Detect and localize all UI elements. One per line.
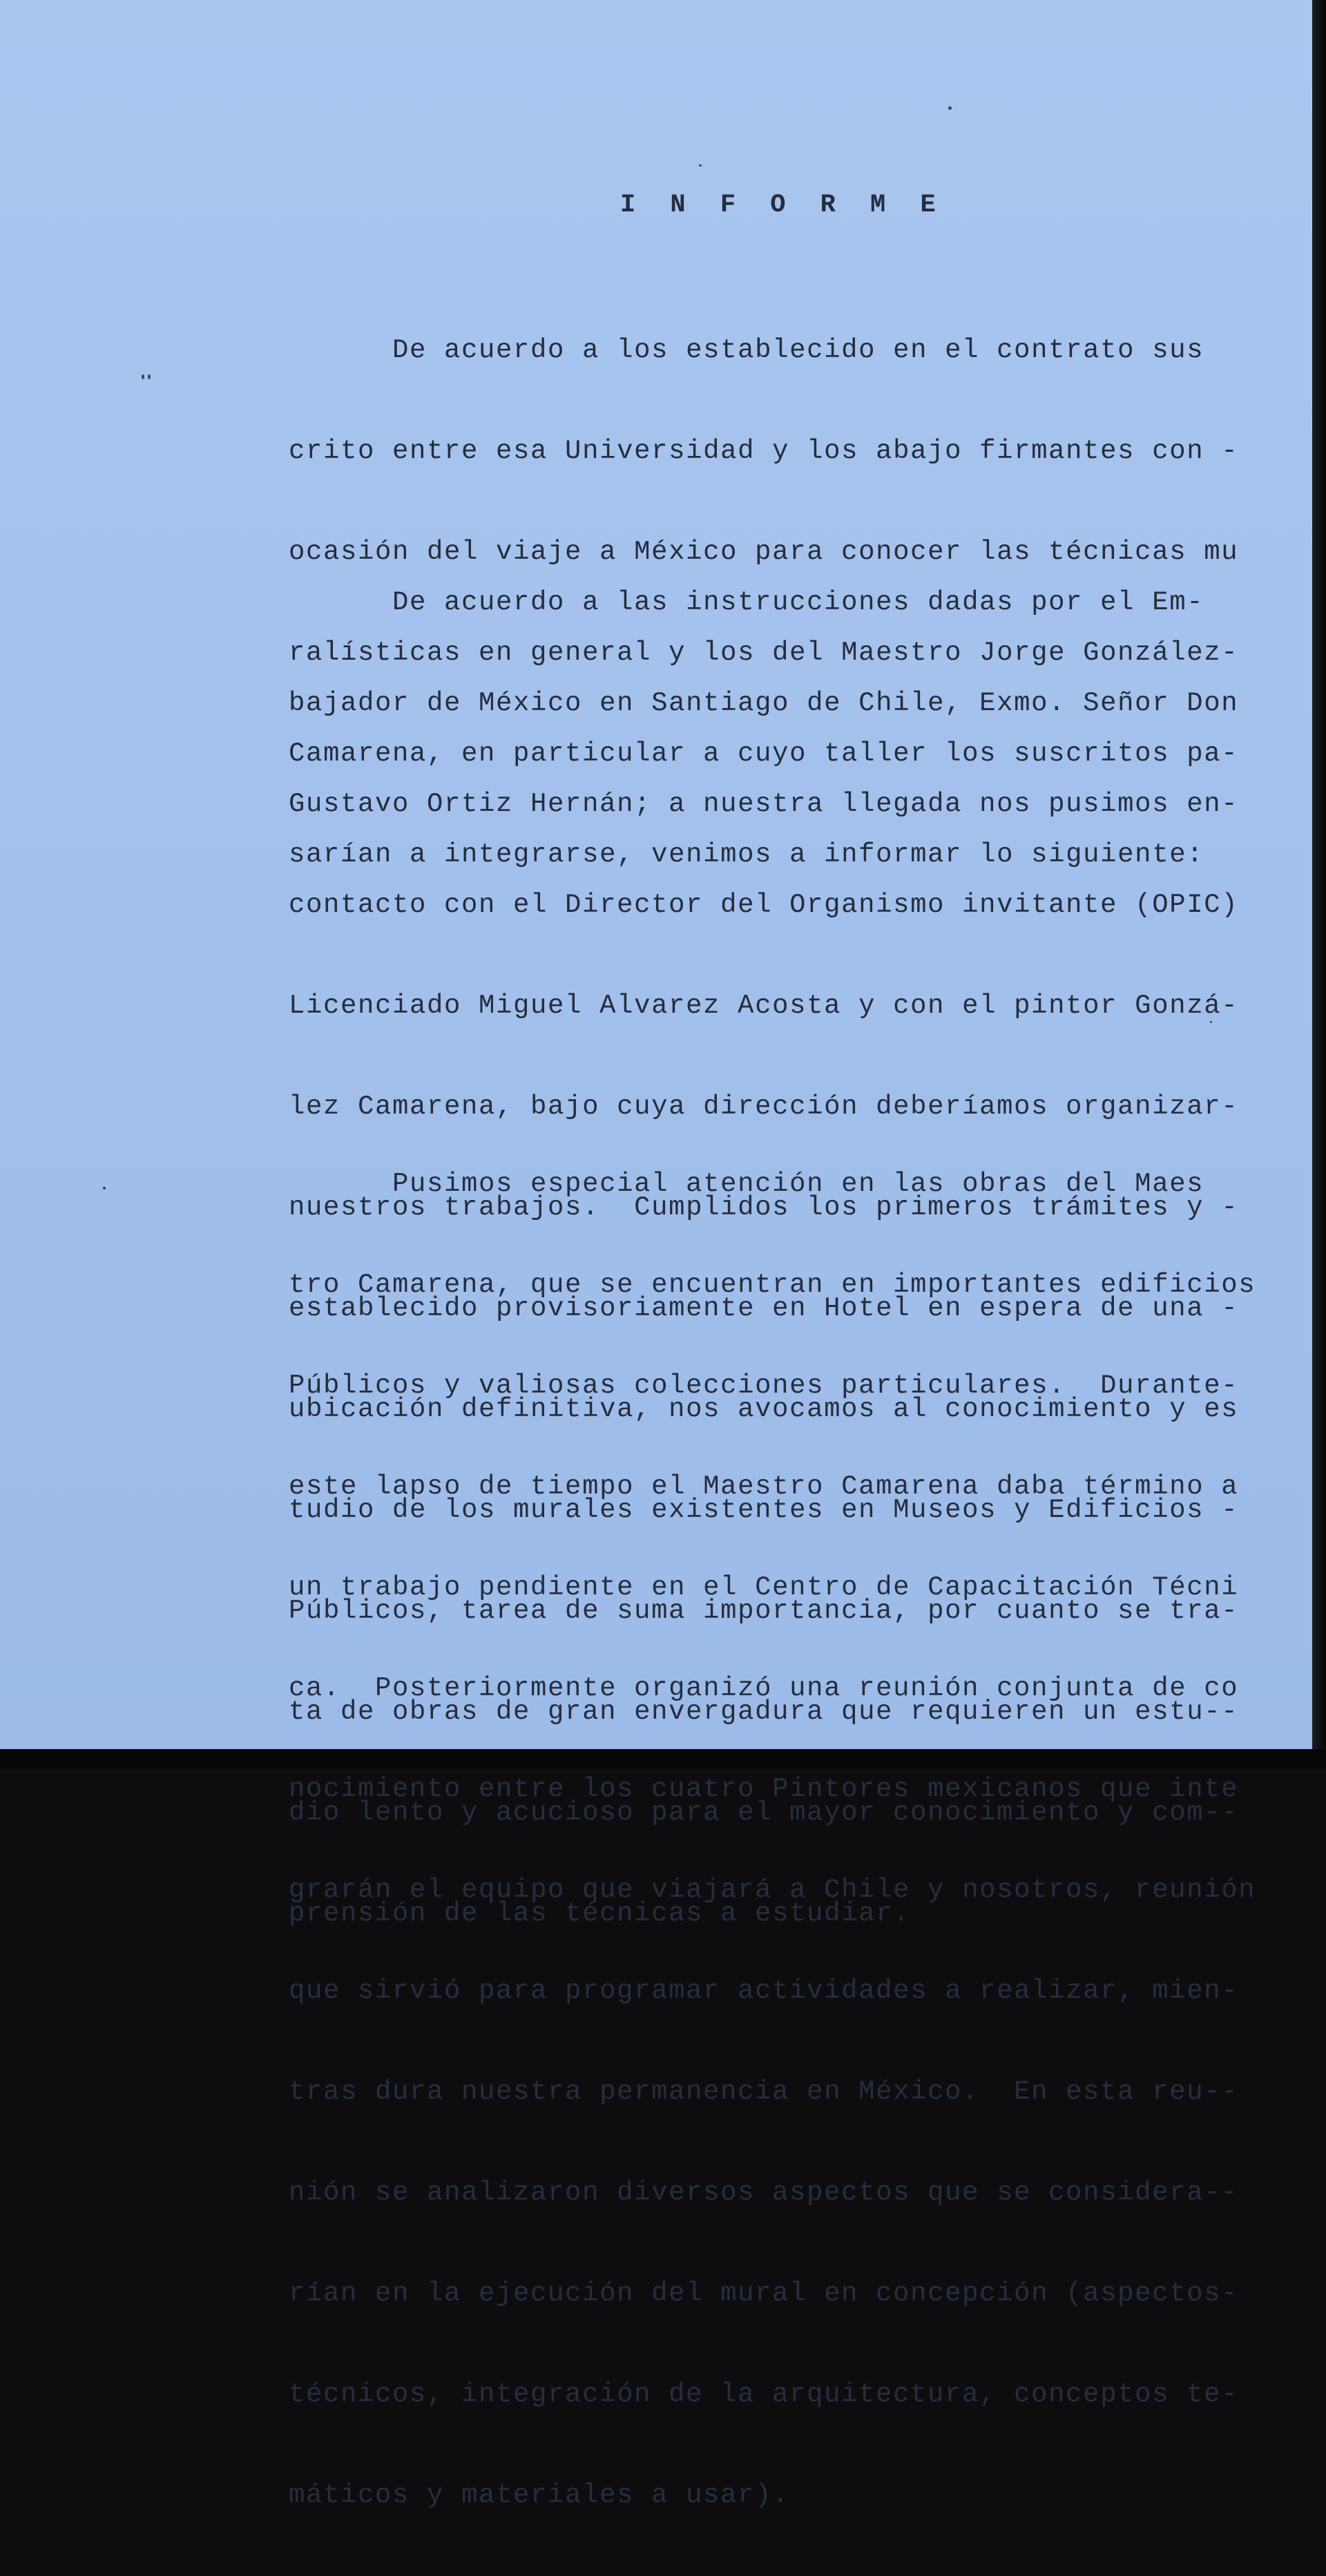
text-line: nión se analizaron diversos aspectos que se considera-- (289, 2177, 1239, 2208)
text-line: nuestros trabajos. Cumplidos los primeros trámites y - (289, 1192, 1239, 1223)
text-line: rían en la ejecución del mural en concepción (aspectos- (289, 2278, 1239, 2309)
text-line: Camarena, en particular a cuyo taller los suscritos pa- (289, 738, 1239, 769)
text-line: Licenciado Miguel Alvarez Acosta y con el pintor Gonzá- (289, 991, 1239, 1021)
text-line: establecido provisoriamente en Hotel en espera de una - (289, 1293, 1239, 1324)
text-line: Pusimos especial atención en las obras del Maes (289, 1169, 1204, 1199)
text-line: Gustavo Ortiz Hernán; a nuestra llegada nos pusimos en- (289, 789, 1239, 819)
text-line: dio lento y acucioso para el mayor conocimiento y com-- (289, 1797, 1239, 1828)
text-line: ralísticas en general y los del Maestro Jorge González- (289, 638, 1239, 668)
text-line: ca. Posteriormente organizó una reunión conjunta de co (289, 1673, 1239, 1704)
ink-speck (699, 164, 702, 166)
text-line: contacto con el Director del Organismo invitante (OPIC) (289, 890, 1239, 920)
ink-speck (103, 1187, 106, 1190)
text-line: bajador de México en Santiago de Chile, Exmo. Señor Don (289, 688, 1239, 718)
text-line: que sirvió para programar actividades a realizar, mien- (289, 1976, 1239, 2006)
photo-dark-border-bottom (0, 1749, 1326, 1768)
text-line: lez Camarena, bajo cuya dirección deberíamos organizar- (289, 1091, 1239, 1122)
text-line: ta de obras de gran envergadura que requieren un estu-- (289, 1697, 1239, 1727)
ink-speck (948, 106, 952, 110)
text-line: sarían a integrarse, venimos a informar lo siguiente: (289, 839, 1204, 870)
text-line: este lapso de tiempo el Maestro Camarena daba término a (289, 1471, 1239, 1502)
text-line: tras dura nuestra permanencia en México. En esta reu-- (289, 2077, 1239, 2107)
text-line: De acuerdo a las instrucciones dadas por el Em- (289, 587, 1204, 618)
text-line: crito entre esa Universidad y los abajo firmantes con - (289, 436, 1239, 466)
text-line: un trabajo pendiente en el Centro de Capacitación Técni (289, 1572, 1239, 1603)
text-line: grarán el equipo que viajará a Chile y nosotros, reunión (289, 1875, 1256, 1905)
paragraph (289, 1103, 1256, 2576)
text-line: nocimiento entre los cuatro Pintores mexicanos que inte (289, 1774, 1239, 1804)
text-line: técnicos, integración de la arquitectura, conceptos te- (289, 2379, 1239, 2410)
ink-speck (142, 374, 144, 379)
text-line: De acuerdo a los establecido en el contrato sus (289, 335, 1204, 365)
text-line: Públicos, tarea de suma importancia, por cuanto se tra- (289, 1596, 1239, 1626)
text-line: tudio de los murales existentes en Museos y Edificios - (289, 1495, 1239, 1525)
text-line: tro Camarena, que se encuentran en importantes edificios (289, 1270, 1256, 1300)
text-line: máticos y materiales a usar). (289, 2480, 790, 2510)
document-title: I N F O R M E (620, 191, 945, 220)
photo-dark-border-right (1312, 0, 1326, 1749)
text-line: Públicos y valiosas colecciones particulares. Durante- (289, 1371, 1239, 1401)
text-line: prensión de las técnicas a estudiar. (289, 1898, 911, 1929)
text-line: ocasión del viaje a México para conocer las técnicas mu (289, 537, 1239, 567)
ink-speck (148, 374, 151, 379)
text-line: ubicación definitiva, nos avocamos al conocimiento y es (289, 1394, 1239, 1424)
